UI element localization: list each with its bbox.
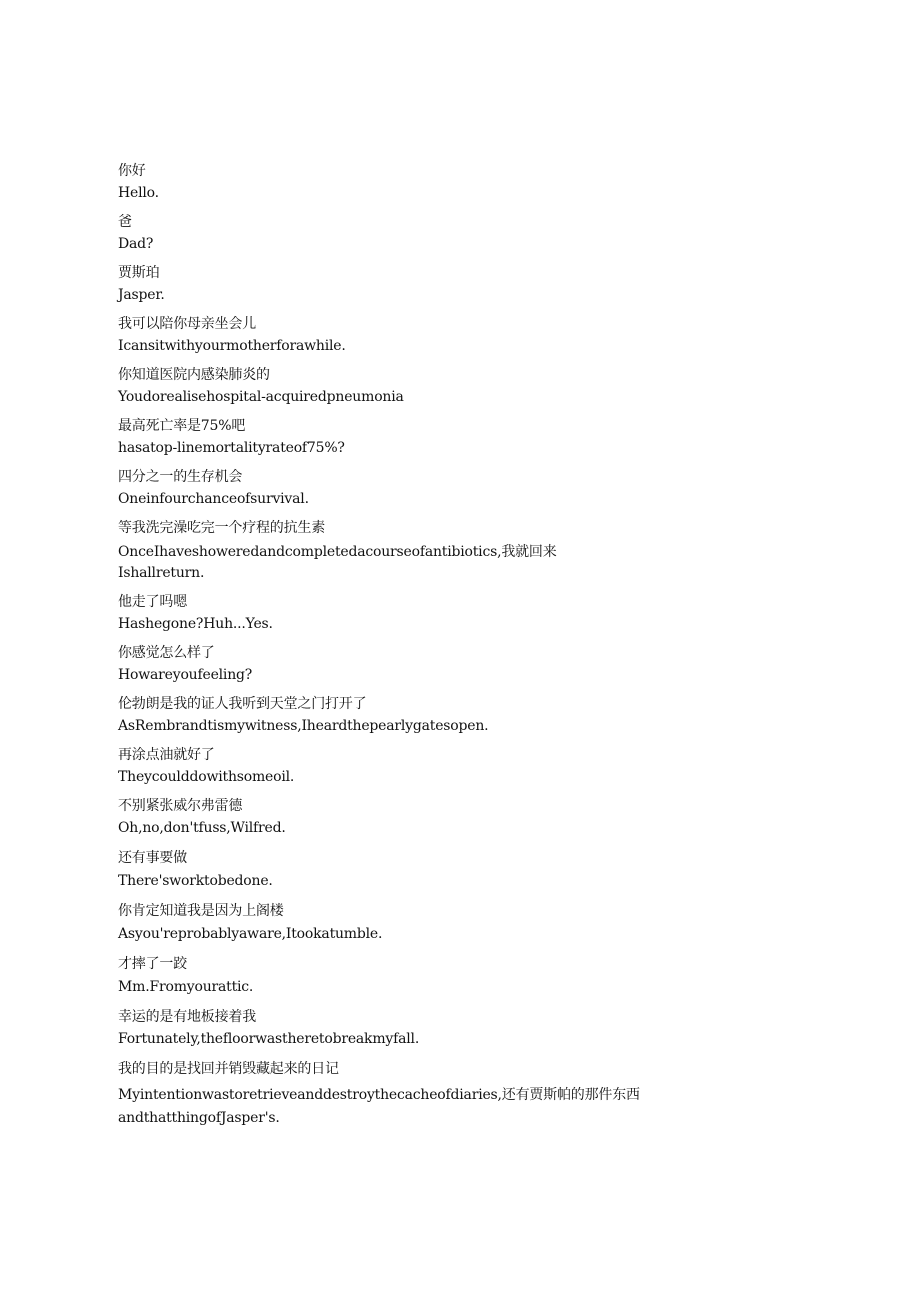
transcript-line: Mm.Fromyourattic. (118, 979, 254, 995)
transcript-line: There'sworktobedone. (118, 873, 273, 889)
transcript-line: 贾斯珀 (118, 265, 160, 281)
transcript-line: Theycoulddowithsomeoil. (118, 769, 295, 785)
transcript-line: Dad? (118, 236, 154, 252)
transcript-line: 你知道医院内感染肺炎的 (118, 367, 270, 383)
transcript-line: Asyou'reprobablyaware,Itookatumble. (118, 926, 383, 942)
transcript-line: 还有事要做 (118, 850, 187, 866)
transcript-line: Myintentionwastoretrieveanddestroythecacheofdiaries,还有贾斯帕的那件东西 (118, 1087, 640, 1103)
transcript-line: 伦勃朗是我的证人我听到天堂之门打开了 (118, 696, 367, 712)
transcript-line: OnceIhaveshoweredandcompletedacourseofantibiotics,我就回来 (118, 544, 557, 560)
transcript-line: 才摔了一跤 (118, 956, 187, 972)
transcript-line: Icansitwithyourmotherforawhile. (118, 338, 346, 354)
transcript-line: Jasper. (118, 287, 165, 303)
transcript-line: 我可以陪你母亲坐会儿 (118, 316, 256, 332)
transcript-line: 最高死亡率是75%吧 (118, 418, 246, 434)
transcript-line: 不别紧张威尔弗雷德 (118, 798, 243, 814)
transcript-line: Oneinfourchanceofsurvival. (118, 491, 309, 507)
transcript-line: Howareyoufeeling? (118, 667, 253, 683)
transcript-line: Hashegone?Huh...Yes. (118, 616, 273, 632)
transcript-line: 你感觉怎么样了 (118, 645, 215, 661)
transcript-line: 他走了吗嗯 (118, 594, 187, 610)
transcript-line: 幸运的是有地板接着我 (118, 1009, 256, 1025)
transcript-line: 爸 (118, 214, 132, 230)
transcript-line: andthatthingofJasper's. (118, 1110, 280, 1126)
transcript-line: hasatop-linemortalityrateof75%? (118, 440, 345, 456)
transcript-line: Oh,no,don'tfuss,Wilfred. (118, 820, 286, 836)
transcript-line: Hello. (118, 185, 159, 201)
transcript-line: AsRembrandtismywitness,Iheardthepearlygatesopen. (118, 718, 489, 734)
transcript-line: 四分之一的生存机会 (118, 469, 243, 485)
transcript-line: Fortunately,thefloorwastheretobreakmyfall. (118, 1031, 420, 1047)
transcript-line: Ishallreturn. (118, 565, 205, 581)
transcript-line: 你好 (118, 163, 146, 179)
transcript-line: 你肯定知道我是因为上阁楼 (118, 903, 284, 919)
transcript-line: 再涂点油就好了 (118, 747, 215, 763)
transcript-line: 等我洗完澡吃完一个疗程的抗生素 (118, 520, 325, 536)
transcript-line: 我的目的是找回并销毁藏起来的日记 (118, 1061, 339, 1077)
transcript-line: Youdorealisehospital-acquiredpneumonia (118, 389, 404, 405)
